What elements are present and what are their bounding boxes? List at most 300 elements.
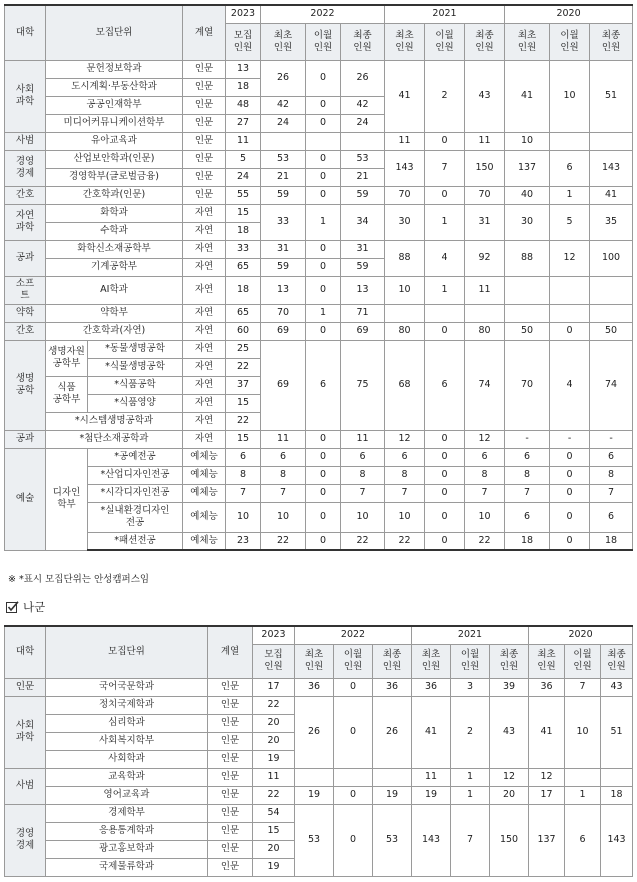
header-final: 최종 인원 xyxy=(490,644,529,678)
table-cell: 0 xyxy=(334,804,373,876)
table-cell: 39 xyxy=(490,678,529,696)
table-cell: 경제학부 xyxy=(46,804,208,822)
table-cell: 74 xyxy=(590,340,633,430)
table-cell: - xyxy=(590,430,633,448)
header-initial: 최초 인원 xyxy=(295,644,334,678)
table-cell: 137 xyxy=(529,804,565,876)
table-cell: 생명 공학 xyxy=(5,340,46,430)
table-cell: 8 xyxy=(261,466,306,484)
table-cell: 15 xyxy=(226,204,261,222)
table-cell: 자연 xyxy=(183,358,226,376)
table-cell: 41 xyxy=(590,186,633,204)
header-carry: 이월 인원 xyxy=(425,23,465,60)
table-cell: 소프 트 xyxy=(5,276,46,304)
table-cell: 7 xyxy=(590,484,633,502)
table-cell: 0 xyxy=(425,466,465,484)
table-cell: 영어교육과 xyxy=(46,786,208,804)
header-2020: 2020 xyxy=(529,626,633,644)
table-cell: 인문 xyxy=(183,150,226,168)
header-final: 최종 인원 xyxy=(341,23,385,60)
table-cell: 0 xyxy=(550,484,590,502)
table-cell: 인문 xyxy=(183,96,226,114)
table-cell: 자연 과학 xyxy=(5,204,46,240)
table-cell: 0 xyxy=(306,484,341,502)
campus-note: ※ *표시 모집단위는 안성캠퍼스임 xyxy=(8,574,150,585)
table-cell: 143 xyxy=(590,150,633,186)
table-cell: 0 xyxy=(425,430,465,448)
table-cell: 0 xyxy=(306,258,341,276)
table-cell: 정치국제학과 xyxy=(46,696,208,714)
table-cell: 0 xyxy=(550,502,590,532)
table-cell: 0 xyxy=(306,532,341,550)
table-cell: 도시계획·부동산학과 xyxy=(46,78,183,96)
table-cell: 19 xyxy=(295,786,334,804)
section-title-label: 나군 xyxy=(23,600,46,614)
table-cell: 12 xyxy=(490,768,529,786)
table-cell: 0 xyxy=(306,168,341,186)
table-cell: 7 xyxy=(451,804,490,876)
table-cell: 75 xyxy=(341,340,385,430)
table-cell: 예체능 xyxy=(183,532,226,550)
table-cell: 22 xyxy=(226,412,261,430)
table-row xyxy=(5,340,633,358)
table-cell: 인문 xyxy=(183,60,226,78)
table-cell: 19 xyxy=(253,858,295,876)
table-cell: 36 xyxy=(295,678,334,696)
empty-cell xyxy=(261,132,306,150)
table-cell: 0 xyxy=(306,502,341,532)
table-cell: 70 xyxy=(465,186,505,204)
table-cell: 19 xyxy=(373,786,412,804)
table-cell: 경영 경제 xyxy=(5,150,46,186)
table-cell: 예체능 xyxy=(183,466,226,484)
table-row xyxy=(5,322,633,340)
table-row xyxy=(5,304,633,322)
table-cell: 8 xyxy=(590,466,633,484)
empty-cell xyxy=(550,304,590,322)
table-cell: 59 xyxy=(341,186,385,204)
empty-cell xyxy=(505,276,550,304)
header-track: 계열 xyxy=(208,626,253,678)
header-2021: 2021 xyxy=(385,5,505,23)
header-final: 최종 인원 xyxy=(373,644,412,678)
table-row xyxy=(5,204,633,222)
table-cell: 자연 xyxy=(183,394,226,412)
table-cell: 7 xyxy=(565,678,601,696)
table-cell: 0 xyxy=(306,114,341,132)
table-cell: 21 xyxy=(261,168,306,186)
header-carry: 이월 인원 xyxy=(334,644,373,678)
table-row xyxy=(5,60,633,78)
table-cell: 12 xyxy=(385,430,425,448)
table-cell: 71 xyxy=(341,304,385,322)
table-row xyxy=(5,502,633,532)
table-cell: 17 xyxy=(253,678,295,696)
empty-cell xyxy=(306,132,341,150)
table-cell: 인문 xyxy=(208,696,253,714)
header-carry: 이월 인원 xyxy=(451,644,490,678)
header-2023: 2023 xyxy=(253,626,295,644)
table-cell: 기계공학부 xyxy=(46,258,183,276)
admissions-table-2 xyxy=(4,625,633,877)
table-cell: 12 xyxy=(529,768,565,786)
header-unit: 모집단위 xyxy=(46,626,208,678)
table-cell: 사회복지학부 xyxy=(46,732,208,750)
table-cell: 자연 xyxy=(183,304,226,322)
table-cell: 34 xyxy=(341,204,385,240)
table-cell: 69 xyxy=(261,340,306,430)
table-row xyxy=(5,696,633,714)
table-cell: 26 xyxy=(261,60,306,96)
table-cell: AI학과 xyxy=(46,276,183,304)
table-cell: 8 xyxy=(505,466,550,484)
table-cell: 7 xyxy=(425,150,465,186)
table-cell: *식품영양 xyxy=(88,394,183,412)
table-cell: 51 xyxy=(601,696,633,768)
admissions-table-1 xyxy=(4,4,633,551)
table-cell: 인문 xyxy=(183,114,226,132)
table-cell: 11 xyxy=(385,132,425,150)
header-initial: 최초 인원 xyxy=(385,23,425,60)
table-cell: 100 xyxy=(590,240,633,276)
table-cell: 3 xyxy=(451,678,490,696)
table-cell: 10 xyxy=(341,502,385,532)
table-cell: 19 xyxy=(253,750,295,768)
header-2020: 2020 xyxy=(505,5,633,23)
header-final: 최종 인원 xyxy=(601,644,633,678)
table-cell: 공과 xyxy=(5,430,46,448)
table-cell: 인문 xyxy=(183,78,226,96)
table-cell: 13 xyxy=(341,276,385,304)
empty-cell xyxy=(373,768,412,786)
table-cell: 예체능 xyxy=(183,448,226,466)
table-row xyxy=(5,132,633,150)
table-cell: 41 xyxy=(505,60,550,132)
table-cell: 2 xyxy=(425,60,465,132)
table-cell: 예술 xyxy=(5,448,46,550)
table-cell: 22 xyxy=(253,786,295,804)
table-cell: 15 xyxy=(253,822,295,840)
header-initial: 최초 인원 xyxy=(529,644,565,678)
table-cell: 인문 xyxy=(208,750,253,768)
table-cell: 인문 xyxy=(208,732,253,750)
table-cell: 20 xyxy=(490,786,529,804)
table-cell: 11 xyxy=(226,132,261,150)
table-cell: 12 xyxy=(465,430,505,448)
empty-cell xyxy=(465,304,505,322)
table-cell: 24 xyxy=(261,114,306,132)
table-cell: 0 xyxy=(334,696,373,768)
table-cell: 37 xyxy=(226,376,261,394)
empty-cell xyxy=(565,768,601,786)
table-cell: 1 xyxy=(451,786,490,804)
table-cell: 10 xyxy=(465,502,505,532)
empty-cell xyxy=(550,276,590,304)
table-cell: 0 xyxy=(425,322,465,340)
table-cell: 26 xyxy=(295,696,334,768)
table-cell: 1 xyxy=(306,204,341,240)
table-cell: 자연 xyxy=(183,322,226,340)
header-quota: 모집 인원 xyxy=(226,23,261,60)
table-cell: 인문 xyxy=(208,768,253,786)
table-cell: 59 xyxy=(261,186,306,204)
table-cell: 31 xyxy=(261,240,306,258)
table-cell: 1 xyxy=(550,186,590,204)
table-cell: 41 xyxy=(385,60,425,132)
table-cell: 18 xyxy=(226,78,261,96)
table-cell: 65 xyxy=(226,304,261,322)
table-cell: - xyxy=(505,430,550,448)
table-cell: 21 xyxy=(341,168,385,186)
table-cell: 13 xyxy=(226,60,261,78)
empty-cell xyxy=(590,276,633,304)
table-cell: 인문 xyxy=(183,132,226,150)
table-cell: 41 xyxy=(412,696,451,768)
table-cell: 18 xyxy=(590,532,633,550)
table-cell: 51 xyxy=(590,60,633,132)
table-cell: 응용통계학과 xyxy=(46,822,208,840)
table-cell: 4 xyxy=(550,340,590,430)
header-track: 계열 xyxy=(183,5,226,60)
table-cell: 화학과 xyxy=(46,204,183,222)
table-cell: 7 xyxy=(465,484,505,502)
table-cell: 6 xyxy=(505,502,550,532)
table-cell: 자연 xyxy=(183,376,226,394)
table-cell: 사범 xyxy=(5,768,46,804)
table-cell: 간호 xyxy=(5,322,46,340)
table-row xyxy=(5,678,633,696)
table-cell: 사회 과학 xyxy=(5,60,46,132)
table-cell: 0 xyxy=(334,678,373,696)
header-2021: 2021 xyxy=(412,626,529,644)
table-cell: 공과 xyxy=(5,240,46,276)
table-cell: 35 xyxy=(590,204,633,240)
table-cell: 인문 xyxy=(208,840,253,858)
table-cell: *패션전공 xyxy=(88,532,183,550)
table-cell: 15 xyxy=(226,394,261,412)
table-cell: 40 xyxy=(505,186,550,204)
table-cell: 6 xyxy=(261,448,306,466)
table-cell: *공예전공 xyxy=(88,448,183,466)
table-cell: 70 xyxy=(261,304,306,322)
table-cell: 22 xyxy=(465,532,505,550)
table-cell: 74 xyxy=(465,340,505,430)
table-cell: 인문 xyxy=(208,786,253,804)
table-cell: *실내환경디자인 전공 xyxy=(88,502,183,532)
table-cell: 인문 xyxy=(208,858,253,876)
table-cell: 30 xyxy=(385,204,425,240)
table-cell: 약학부 xyxy=(46,304,183,322)
table-cell: 69 xyxy=(341,322,385,340)
table-cell: 150 xyxy=(465,150,505,186)
table-cell: 70 xyxy=(505,340,550,430)
table-cell: 43 xyxy=(601,678,633,696)
empty-cell xyxy=(425,304,465,322)
table-row xyxy=(5,466,633,484)
table-cell: 인문 xyxy=(208,678,253,696)
table-cell: 0 xyxy=(306,150,341,168)
table-cell: 50 xyxy=(505,322,550,340)
table-cell: 6 xyxy=(590,502,633,532)
header-carry: 이월 인원 xyxy=(550,23,590,60)
table-cell: 사회 과학 xyxy=(5,696,46,768)
table-cell: 41 xyxy=(529,696,565,768)
table-cell: 7 xyxy=(341,484,385,502)
table-cell: 인문 xyxy=(183,186,226,204)
table-cell: 사범 xyxy=(5,132,46,150)
table-cell: 11 xyxy=(412,768,451,786)
table-cell: 33 xyxy=(261,204,306,240)
table-cell: 22 xyxy=(341,532,385,550)
table-cell: 15 xyxy=(226,430,261,448)
table-cell: 8 xyxy=(465,466,505,484)
table-cell: 경영 경제 xyxy=(5,804,46,876)
table-cell: 0 xyxy=(425,484,465,502)
table-cell: 산업보안학과(인문) xyxy=(46,150,183,168)
table-cell: 0 xyxy=(306,448,341,466)
table-cell: 1 xyxy=(451,768,490,786)
header-2022: 2022 xyxy=(261,5,385,23)
table-cell: 68 xyxy=(385,340,425,430)
table-cell: *동물생명공학 xyxy=(88,340,183,358)
table-cell: 65 xyxy=(226,258,261,276)
table-cell: 인문 xyxy=(208,822,253,840)
table-row xyxy=(5,240,633,258)
table-cell: 11 xyxy=(341,430,385,448)
table-cell: 0 xyxy=(425,186,465,204)
table-cell: 92 xyxy=(465,240,505,276)
table-cell: 자연 xyxy=(183,276,226,304)
table-cell: 0 xyxy=(425,532,465,550)
header-carry: 이월 인원 xyxy=(306,23,341,60)
table-cell: 0 xyxy=(550,448,590,466)
table-cell: 4 xyxy=(425,240,465,276)
table-cell: 국제물류학과 xyxy=(46,858,208,876)
table-cell: 20 xyxy=(253,732,295,750)
table-cell: 60 xyxy=(226,322,261,340)
table-cell: 43 xyxy=(490,696,529,768)
table-cell: 간호 xyxy=(5,186,46,204)
table-cell: 디자인 학부 xyxy=(46,448,88,550)
table-cell: 간호학과(자연) xyxy=(46,322,183,340)
empty-cell xyxy=(590,304,633,322)
table-cell: 6 xyxy=(226,448,261,466)
table-cell: 0 xyxy=(425,502,465,532)
table-cell: 13 xyxy=(261,276,306,304)
table-cell: 20 xyxy=(253,714,295,732)
table-cell: 0 xyxy=(306,60,341,96)
table-cell: 6 xyxy=(465,448,505,466)
table-cell: 공공인재학부 xyxy=(46,96,183,114)
table-cell: 광고홍보학과 xyxy=(46,840,208,858)
table-cell: 80 xyxy=(385,322,425,340)
table-cell: *식물생명공학 xyxy=(88,358,183,376)
table-cell: 10 xyxy=(505,132,550,150)
table-cell: 0 xyxy=(550,322,590,340)
table-row xyxy=(5,448,633,466)
table-cell: 22 xyxy=(385,532,425,550)
table-cell: 8 xyxy=(226,466,261,484)
table-cell: 0 xyxy=(306,466,341,484)
table-cell: 11 xyxy=(465,132,505,150)
table-cell: 문헌정보학과 xyxy=(46,60,183,78)
table-cell: 인문 xyxy=(5,678,46,696)
empty-cell xyxy=(505,304,550,322)
table-cell: 50 xyxy=(590,322,633,340)
table-cell: 11 xyxy=(465,276,505,304)
table-cell: 자연 xyxy=(183,258,226,276)
table-cell: 6 xyxy=(425,340,465,430)
table-cell: 22 xyxy=(253,696,295,714)
table-cell: 24 xyxy=(226,168,261,186)
table-cell: 2 xyxy=(451,696,490,768)
table-cell: 22 xyxy=(226,358,261,376)
table-cell: 자연 xyxy=(183,340,226,358)
table-row xyxy=(5,150,633,168)
table-cell: 59 xyxy=(261,258,306,276)
table-row xyxy=(5,768,633,786)
table-cell: *산업디자인전공 xyxy=(88,466,183,484)
table-row xyxy=(5,276,633,304)
table-cell: 11 xyxy=(261,430,306,448)
table-cell: 6 xyxy=(306,340,341,430)
table-cell: 자연 xyxy=(183,204,226,222)
table-cell: 54 xyxy=(253,804,295,822)
table-cell: 6 xyxy=(590,448,633,466)
header-univ: 대학 xyxy=(5,626,46,678)
table-cell: 인문 xyxy=(208,804,253,822)
table-cell: 0 xyxy=(550,532,590,550)
table-cell: 예체능 xyxy=(183,502,226,532)
empty-cell xyxy=(334,768,373,786)
table-cell: 1 xyxy=(425,276,465,304)
table-cell: 18 xyxy=(601,786,633,804)
table-cell: 0 xyxy=(306,430,341,448)
table-cell: 88 xyxy=(505,240,550,276)
table-cell: 24 xyxy=(341,114,385,132)
header-univ: 대학 xyxy=(5,5,46,60)
table-cell: 69 xyxy=(261,322,306,340)
table-cell: 42 xyxy=(341,96,385,114)
table-cell: 27 xyxy=(226,114,261,132)
table-cell: 자연 xyxy=(183,240,226,258)
table-cell: 18 xyxy=(226,222,261,240)
table-cell: 31 xyxy=(465,204,505,240)
table-cell: 143 xyxy=(385,150,425,186)
table-cell: 6 xyxy=(385,448,425,466)
header-quota: 모집 인원 xyxy=(253,644,295,678)
table-cell: 자연 xyxy=(183,430,226,448)
table-cell: 수학과 xyxy=(46,222,183,240)
header-initial: 최초 인원 xyxy=(505,23,550,60)
table-cell: 교육학과 xyxy=(46,768,208,786)
header-unit: 모집단위 xyxy=(46,5,183,60)
table-cell: 10 xyxy=(261,502,306,532)
table-cell: 0 xyxy=(306,240,341,258)
table-cell: 36 xyxy=(373,678,412,696)
table-cell: 예체능 xyxy=(183,484,226,502)
table-cell: 0 xyxy=(306,276,341,304)
table-cell: 31 xyxy=(341,240,385,258)
table-cell: 7 xyxy=(261,484,306,502)
table-cell: 5 xyxy=(550,204,590,240)
checkbox-icon xyxy=(6,601,19,614)
table-cell: 0 xyxy=(306,186,341,204)
table-cell: 심리학과 xyxy=(46,714,208,732)
table-cell: 0 xyxy=(306,322,341,340)
table-cell: 0 xyxy=(550,466,590,484)
table-cell: 국어국문학과 xyxy=(46,678,208,696)
